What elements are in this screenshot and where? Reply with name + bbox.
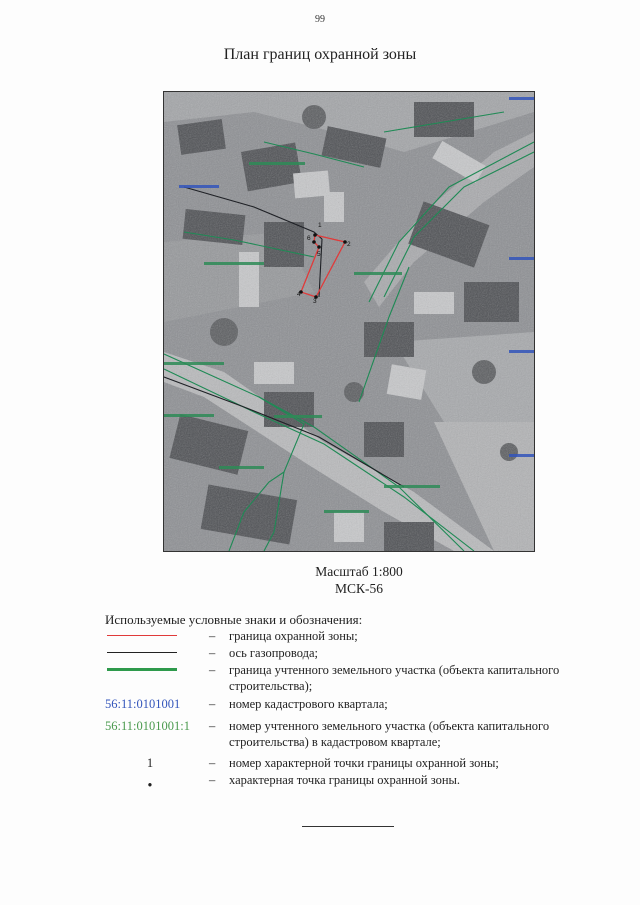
point-label-6: 6: [307, 235, 311, 242]
legend-text: граница охранной зоны;: [229, 629, 358, 643]
legend-dash: –: [209, 646, 216, 660]
aerial-map: [163, 91, 535, 552]
map-canvas: [164, 92, 534, 551]
legend-dash: –: [209, 663, 216, 677]
footer-divider: [302, 826, 394, 827]
point-label-2: 2: [347, 241, 351, 248]
black-line-symbol: [105, 645, 200, 661]
point-dot-symbol: •: [147, 778, 153, 792]
crs-text: МСК-56: [334, 581, 383, 596]
legend-text: характерная точка границы охранной зоны.: [229, 773, 461, 787]
legend-dash: –: [209, 719, 216, 733]
legend-text: граница учтенного земельного участка (объекта капитального строительства);: [229, 663, 560, 693]
legend-text: номер кадастрового квартала;: [229, 697, 388, 711]
point-label-3: 3: [313, 298, 317, 305]
green-line-symbol: [105, 662, 200, 678]
page-title: План границ охранной зоны: [223, 46, 417, 63]
legend-dash: –: [209, 773, 216, 787]
point-label-4: 4: [297, 291, 301, 298]
cadastral-quarter-symbol: 56:11:0101001: [105, 697, 181, 711]
scale-block: [0, 563, 640, 597]
legend-dash: –: [209, 629, 216, 643]
point-label-1: 1: [318, 222, 322, 229]
legend-text: номер учтенного земельного участка (объекта капитального строительства) в кадастровом квартале;: [229, 719, 550, 749]
scale-text: Масштаб 1:800: [315, 564, 403, 579]
legend-dash: –: [209, 756, 216, 770]
point-number-symbol: 1: [146, 756, 154, 770]
legend-dash: –: [209, 697, 216, 711]
legend-text: ось газопровода;: [229, 646, 319, 660]
legend-text: номер характерной точки границы охранной зоны;: [229, 756, 499, 770]
red-line-symbol: [105, 628, 200, 644]
page-number: 99: [315, 14, 325, 25]
land-plot-number-symbol: 56:11:0101001:1: [105, 719, 190, 733]
legend-title: Используемые условные знаки и обозначения:: [105, 612, 363, 627]
point-label-5: 5: [317, 251, 321, 258]
